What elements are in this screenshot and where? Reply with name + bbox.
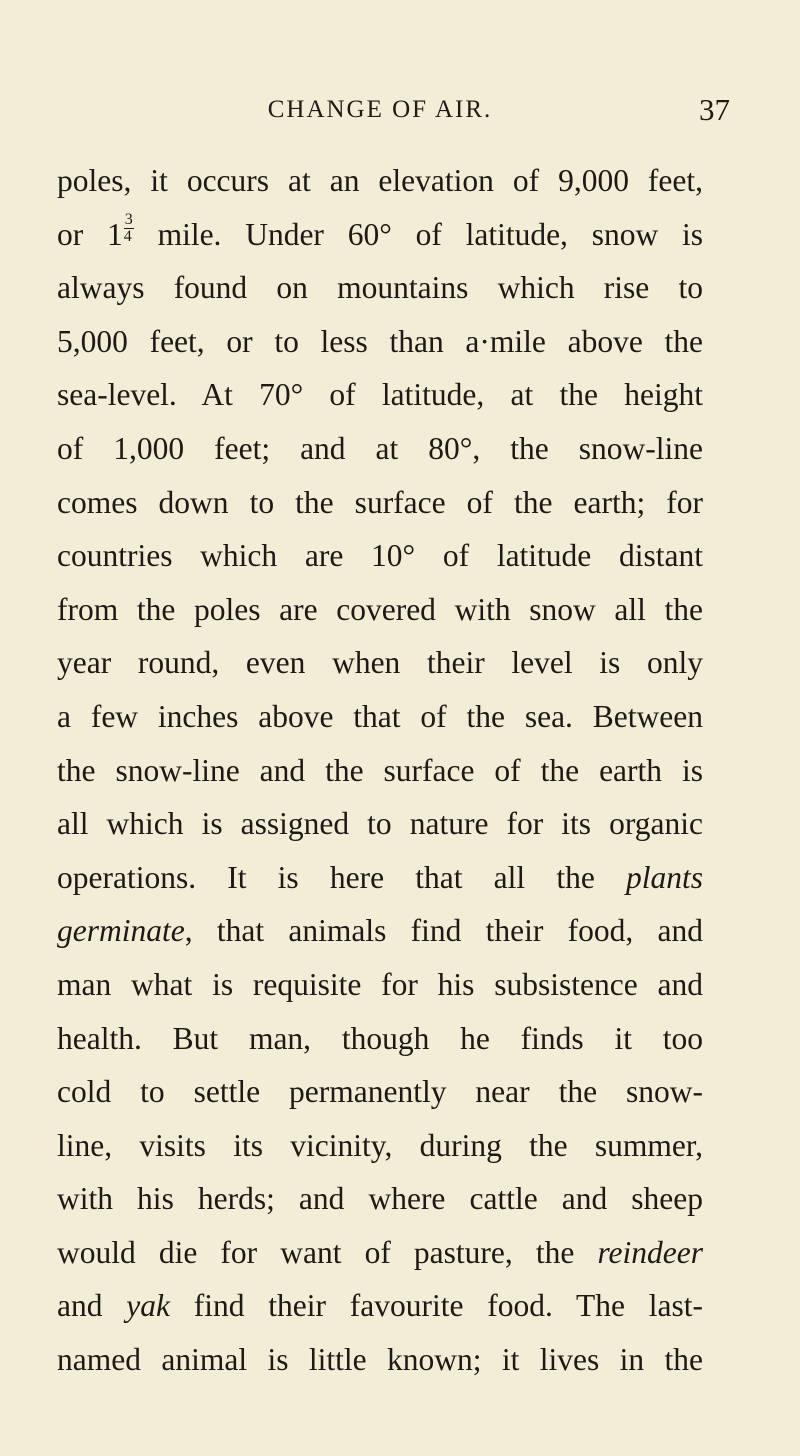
fraction-numerator: 3 (124, 210, 133, 228)
text-line (57, 1226, 703, 1280)
text-segment: , that animals find their food, and (184, 913, 703, 949)
text-line: all which is assigned to nature for its organic (57, 806, 703, 842)
running-head: CHANGE OF AIR. (267, 96, 493, 123)
text-segment: or 1 (57, 216, 123, 252)
text-line: 5,000 feet, or to less than a·mile above the (57, 323, 703, 359)
fraction-denominator: 4 (123, 227, 132, 245)
text-line (57, 851, 703, 905)
text-line: from the poles are covered with snow all the (57, 591, 703, 627)
text-segment: find their favourite food. The last- (193, 1288, 704, 1324)
body-text (57, 154, 703, 1387)
text-segment: mile. Under 60° of latitude, snow is (157, 216, 704, 252)
page-number: 37 (699, 92, 730, 127)
text-line: sea-level. At 70° of latitude, at the height (57, 377, 703, 413)
text-line: cold to settle permanently near the snow- (57, 1074, 703, 1110)
text-line: the snow-line and the surface of the earth is (57, 752, 703, 788)
italic-word: plants (626, 859, 704, 895)
text-line: poles, it occurs at an elevation of 9,000 feet, (57, 163, 703, 198)
text-line: of 1,000 feet; and at 80°, the snow-line (57, 430, 703, 466)
text-line: line, visits its vicinity, during the summer, (57, 1127, 703, 1163)
italic-word: yak (126, 1288, 170, 1324)
italic-word: reindeer (597, 1234, 703, 1270)
text-line: always found on mountains which rise to (57, 270, 703, 306)
page-header (40, 90, 730, 130)
italic-word: germinate (57, 913, 185, 949)
text-segment: would die for want of pasture, the (57, 1234, 575, 1270)
text-line (57, 208, 703, 262)
text-line: year round, even when their level is only (57, 645, 703, 681)
text-line: comes down to the surface of the earth; for (57, 484, 703, 520)
text-line: with his herds; and where cattle and sheep (57, 1181, 703, 1217)
text-line: countries which are 10° of latitude distant (57, 538, 703, 574)
text-line: named animal is little known; it lives in the (57, 1342, 703, 1378)
text-segment: and (57, 1288, 103, 1324)
fraction (124, 212, 134, 245)
text-line: health. But man, though he finds it too (57, 1020, 703, 1056)
text-line (57, 904, 703, 958)
text-segment: operations. It is here that all the (57, 859, 595, 895)
text-line: a few inches above that of the sea. Between (57, 698, 703, 734)
text-line (57, 1279, 703, 1333)
text-line: man what is requisite for his subsistence and (57, 966, 703, 1002)
